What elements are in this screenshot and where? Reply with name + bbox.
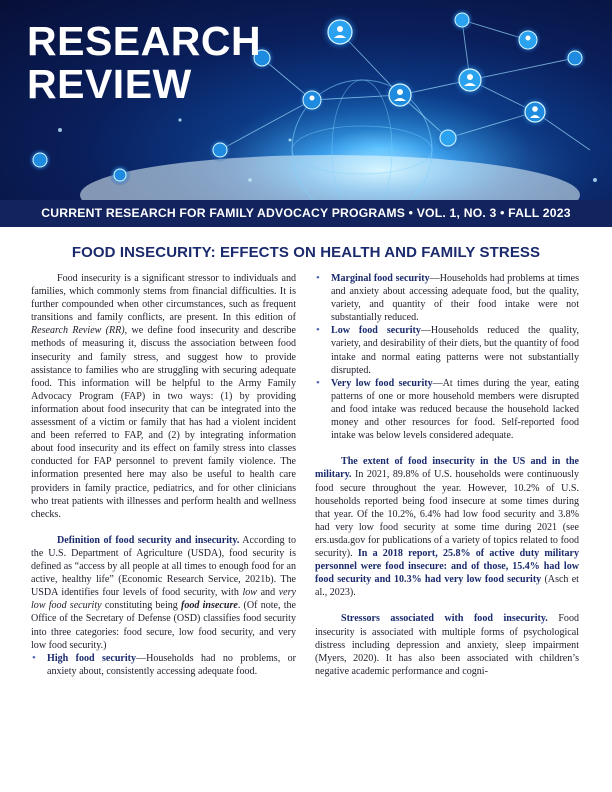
article-title: FOOD INSECURITY: EFFECTS ON HEALTH AND FAMILY STRESS [71,244,541,261]
user-icon [525,102,545,122]
publication-title [27,20,261,106]
user-icon [33,153,47,167]
right-column [315,272,579,678]
user-icon [455,13,469,27]
left-column [31,272,296,678]
extent-heading: The extent of food insecurity in the US and in the military. [315,456,579,481]
intro-paragraph: Food insecurity is a significant stressor to individuals and families, which commonly stems from financial difficulties. It is further compounded when other circumstances, such as frequent transitions and family conflicts, are present. In this edition of Research Review (RR), we define food insecurity and describe methods of measuring it, discuss the association between food insecurity and family stress, and suggest how to provide assistance to families who are struggling with securing adequate food. This information will be helpful to the Army Family Advocacy Program (FAP) in two ways: (1) by providing information about food insecurity that can be integrated into the assessment of a victim or family that has had a violent incident and been referred to FAP, and (2) by integrating information about food insecurity and its effect on family stress into classes conducted for FAP personnel to prevent family violence. The information presented here may also be useful to health care providers in family practice, pediatrics, and for other clinicians who treat patients with illnesses and perform health and wellness checks. [31,273,296,520]
user-icon [114,169,126,181]
user-icon [440,130,456,146]
extent-paragraph: The extent of food insecurity in the US and in the military. In 2021, 89.8% of U.S. households were continuously food secure throughout the year. However, 10.2% of U.S. households reported being food insecure at some times during that year. Of the 10.2%, 6.4% had low food security and 3.8% had very low food security at some time during 2021 (see ers.usda.gov for publications of a variety of topics related to food security). In a 2018 report, 25.8% of active duty military personnel were food insecure: and of those, 15.4% had low food security and 10.3% had very low food security (Asch et al., 2023). [315,456,579,599]
publication-title-line1: RESEARCH [27,18,262,64]
stressors-paragraph: Stressors associated with food insecurity. Food insecurity is associated with multiple forms of psychological distress including depression and anxiety, sleep impairment (Myers, 2020). It has also been associated with children’s negative academic performance and cogni- [315,613,580,677]
list-item: • Very low food security—At times during the year, eating patterns of one or more household members were disrupted and food intake was reduced because the household lacked money and other resources for food. Self-reported food intake was below levels considered adequate. [315,377,579,442]
food-security-levels-list [31,652,296,678]
issue-band: CURRENT RESEARCH FOR FAMILY ADVOCACY PROGRAMS • VOL. 1, NO. 3 • FALL 2023 [0,200,612,227]
list-item: • Low food security—Households reduced the quality, variety, and desirability of their diets, but the quantity of food intake and normal eating patterns were not substantially disrupted. [315,324,579,376]
definition-paragraph: Definition of food security and insecurity. According to the U.S. Department of Agriculture (USDA), food security is defined as “access by all people at all times to enough food for an active, healthy life” (Economic Research Service, 2021b). The USDA identifies four levels of food security, with low and very low food security constituting being food insecure. (Of note, the Office of the Secretary of Defense (OSD) classifies food security into three categories: food secure, low food security, and very low food security.) [31,534,297,651]
user-icon [213,143,227,157]
stressors-heading: Stressors associated with food insecurity. [341,613,548,625]
definition-heading: Definition of food security and insecurity. [57,534,240,546]
list-item: • Marginal food security—Households had problems at times and anxiety about accessing adequate food, but the quality, variety, and quantity of their food intake were not substantially reduced. [315,272,579,324]
user-icon [568,51,582,65]
list-item: • High food security—Households had no problems, or anxiety about, consistently accessing adequate food. [31,652,296,678]
food-security-levels-list-continued [315,272,579,442]
publication-title-line2: REVIEW [27,61,192,107]
masthead-banner [0,0,612,200]
